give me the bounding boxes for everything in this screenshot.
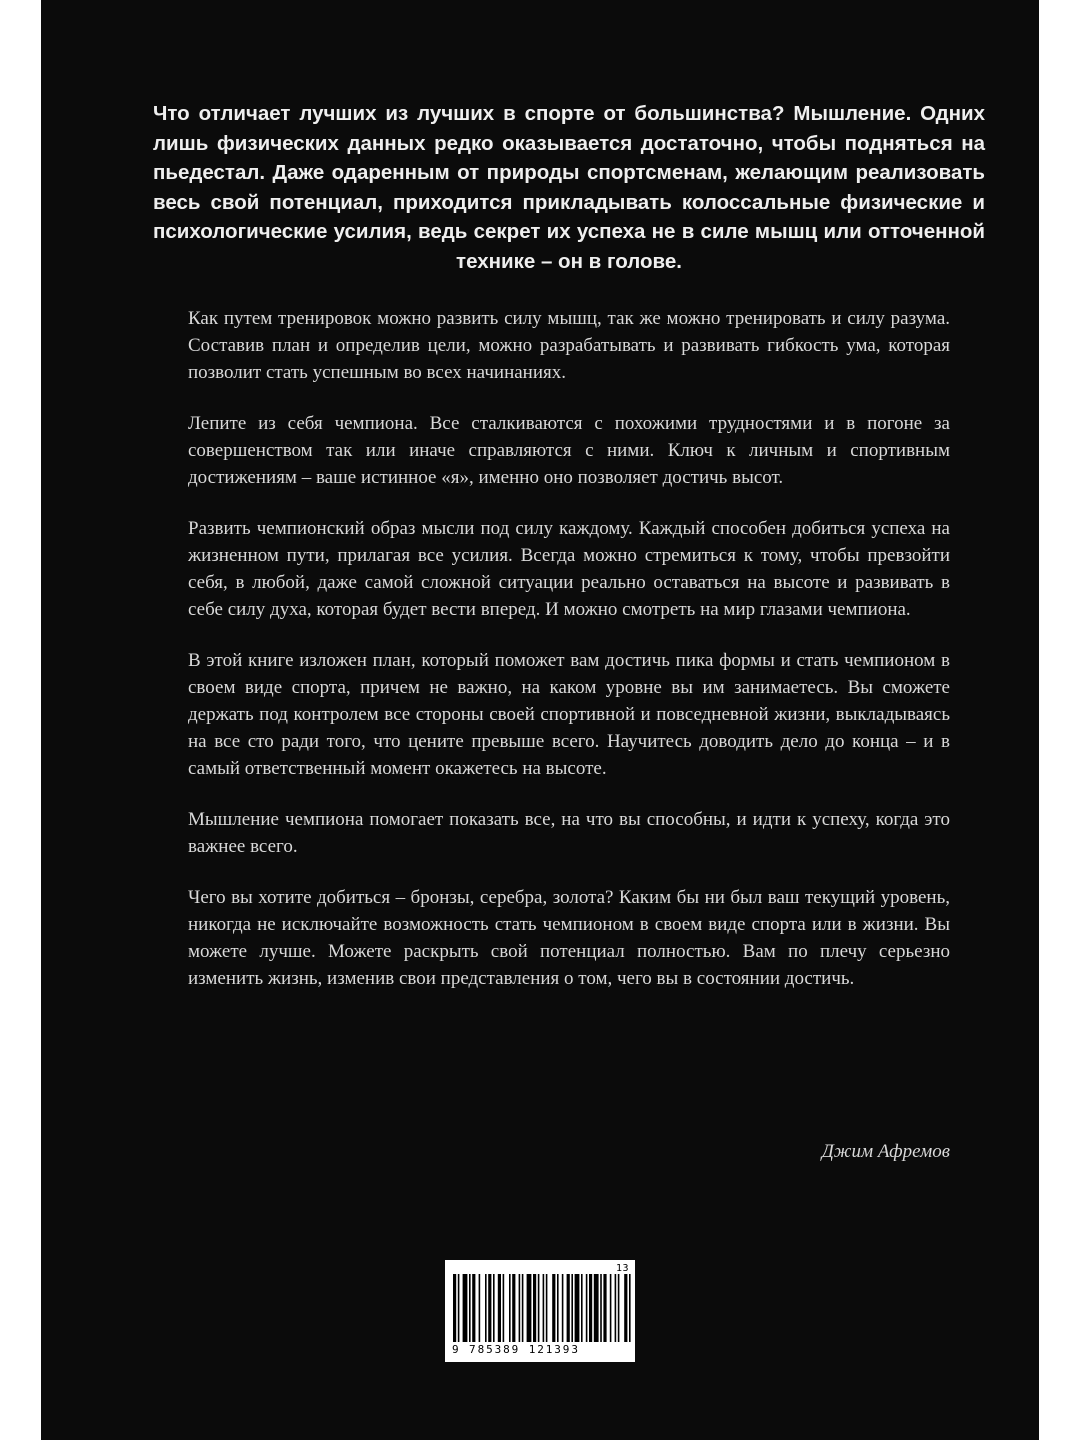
intro-paragraph: Что отличает лучших из лучших в спорте от большинства? Мышление. Одних лишь физических данных редко оказывается достаточно, чтобы подняться на пьедестал. Даже одаренным от природы спортсменам, желающим реализовать весь свой потенциал, приходится прикладывать колоссальные физические и психологические усилия, ведь секрет их успеха не в силе мышц или отточенной технике – он в голове. <box>153 102 985 273</box>
body-paragraph-6: Чего вы хотите добиться – бронзы, серебра, золота? Каким бы ни был ваш текущий уровень, никогда не исключайте возможность стать чемпионом в своем виде спорта или в жизни. Вы можете лучше. Можете раскрыть свой потенциал полностью. Вам по плечу серьезно изменить жизнь, изменив свои представления о том, чего вы в состоянии достичь. <box>188 887 950 989</box>
body-paragraph-2: Лепите из себя чемпиона. Все сталкиваются с похожими трудностями и в погоне за совершенством так или иначе справляются с ними. Ключ к личным и спортивным достижениям – ваше истинное «я», именно оно позволяет достичь высот. <box>188 413 950 488</box>
body-paragraph-3: Развить чемпионский образ мысли под силу каждому. Каждый способен добиться успеха на жизненном пути, прилагая все усилия. Всегда можно стремиться к тому, чтобы превзойти себя, в любой, даже самой сложной ситуации реально оставаться на высоте и развивать в себе силу духа, которая будет вести вперед. И можно смотреть на мир глазами чемпиона. <box>188 518 950 620</box>
body-paragraph-4: В этой книге изложен план, который поможет вам достичь пика формы и стать чемпионом в своем виде спорта, причем не важно, на каком уровне вы им занимаетесь. Вы сможете держать под контролем все стороны своей спортивной и повседневной жизни, выкладываясь на все сто ради того, что цените превыше всего. Научитесь доводить дело до конца – и в самый ответственный момент окажетесь на высоте. <box>188 650 950 779</box>
barcode-digits: 9 785389 121393 <box>452 1343 580 1356</box>
author-signature: Джим Афремов <box>821 1141 950 1162</box>
body-paragraph-5: Мышление чемпиона помогает показать все, на что вы способны, и идти к успеху, когда это важнее всего. <box>188 809 950 857</box>
body-paragraph-1: Как путем тренировок можно развить силу мышц, так же можно тренировать и силу разума. Составив план и определив цели, можно разрабатывать и развивать гибкость ума, которая позволит стать успешным во всех начинаниях. <box>188 308 950 383</box>
barcode-addon-digits: 13 <box>616 1263 630 1274</box>
book-back-cover <box>41 0 1039 1440</box>
isbn-barcode <box>445 1260 635 1362</box>
description-body <box>188 305 950 1016</box>
